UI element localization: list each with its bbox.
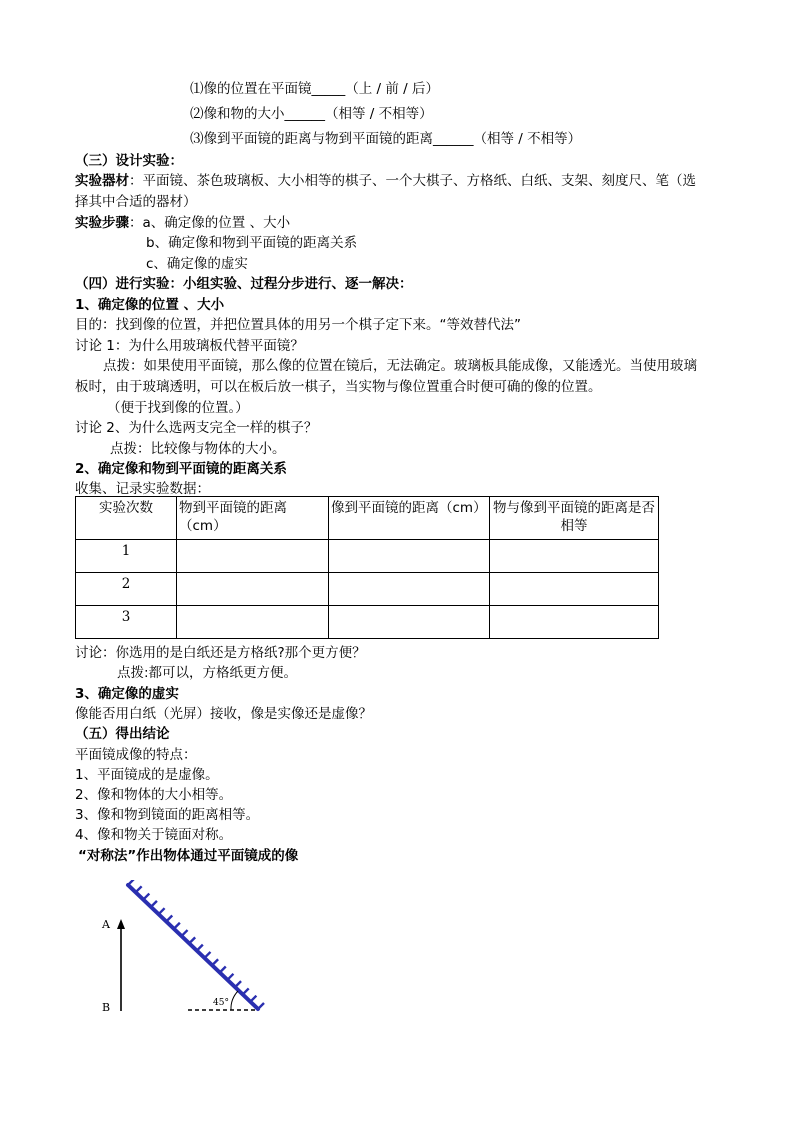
table-header-cell: 物与像到平面镜的距离是否相等 [490,497,659,540]
discussion-3: 讨论：你选用的是白纸还是方格纸?那个更方便？ [75,645,366,661]
hint-3: 点拨:都可以，方格纸更方便。 [117,665,298,681]
conclusion-item: 3、像和物到镜面的距离相等。 [75,807,260,823]
section-1-title: 1、确定像的位置 、大小 [75,297,225,313]
equipment-text: ：平面镜、茶色玻璃板、大小相等的棋子、一个大棋子、方格纸、白纸、支架、刻度尺、笔（选 [129,173,696,189]
step-a: ：a、确定像的位置 、大小 [129,215,291,231]
section-3-title: 3、确定像的虚实 [75,686,179,702]
discussion-1: 讨论 1：为什么用玻璃板代替平面镜？ [75,338,304,354]
hint-1-line-2: 板时，由于玻璃透明，可以在板后放一棋子，当实物与像位置重合时便可确的像的位置。 [75,379,602,395]
collect-data-text: 收集、记录实验数据： [75,481,210,497]
table-cell-empty [177,540,329,573]
hint-2: 点拨：比较像与物体的大小。 [110,441,286,457]
equipment-line-1 [75,172,696,190]
trial-number-cell: 1 [76,540,177,573]
design-heading: （三）设计实验： [75,153,183,169]
question-2: ⑵像和物的大小______（相等 / 不相等） [190,106,433,122]
table-cell-empty [329,540,490,573]
table-cell-empty [329,606,490,639]
mirror-hatch-marks [128,880,264,1009]
conduct-heading: （四）进行实验：小组实验、过程分步进行、逐一解决： [75,276,413,292]
section-2-title: 2、确定像和物到平面镜的距离关系 [75,461,287,477]
steps-label: 实验步骤 [75,215,129,231]
table-cell-empty [177,573,329,606]
label-b: B [102,1001,111,1014]
object-arrow-head [117,919,125,929]
step-b: b、确定像和物到平面镜的距离关系 [146,235,358,251]
hint-1-line-1: 点拨：如果使用平面镜，那么像的位置在镜后，无法确定。玻璃板具能成像，又能透光。当使用玻璃 [103,358,697,374]
data-table [75,496,659,639]
table-cell-empty [329,573,490,606]
mirror-diagram [95,880,275,1020]
conclusion-heading: （五）得出结论 [75,726,170,742]
trial-number-cell: 2 [76,573,177,606]
hint-1-line-3: （便于找到像的位置。） [107,400,249,416]
figure-title: “对称法”作出物体通过平面镜成的像 [78,848,299,864]
table-cell-empty [177,606,329,639]
table-cell-empty [490,606,659,639]
conclusion-intro: 平面镜成像的特点： [75,747,197,763]
table-header-row [76,497,659,540]
conclusion-item: 1、平面镜成的是虚像。 [75,767,219,783]
section-3-question: 像能否用白纸（光屏）接收，像是实像还是虚像？ [75,706,372,722]
discussion-2: 讨论 2、为什么选两支完全一样的棋子？ [75,420,318,436]
step-c: c、确定像的虚实 [146,256,248,272]
label-a: A [102,918,110,931]
table-header-cell: 像到平面镜的距离（cm） [329,497,490,540]
question-1: ⑴像的位置在平面镜_____（上 / 前 / 后） [190,81,440,97]
conclusion-item: 2、像和物体的大小相等。 [75,787,233,803]
steps-line-a [75,214,290,232]
purpose-text: 目的：找到像的位置，并把位置具体的用另一个棋子定下来。“等效替代法” [75,317,521,333]
plane-mirror [128,885,258,1009]
angle-arc [231,991,238,1010]
question-3: ⑶像到平面镜的距离与物到平面镜的距离______（相等 / 不相等） [190,131,582,147]
table-row [76,540,659,573]
trial-number-cell: 3 [76,606,177,639]
equipment-label: 实验器材 [75,173,129,189]
table-cell-empty [490,573,659,606]
angle-label: 45° [213,998,229,1008]
table-header-cell: 物到平面镜的距离（cm） [177,497,329,540]
table-row [76,606,659,639]
table-header-cell: 实验次数 [76,497,177,540]
table-row [76,573,659,606]
equipment-line-2: 择其中合适的器材） [75,194,197,210]
table-cell-empty [490,540,659,573]
conclusion-item: 4、像和物关于镜面对称。 [75,827,233,843]
